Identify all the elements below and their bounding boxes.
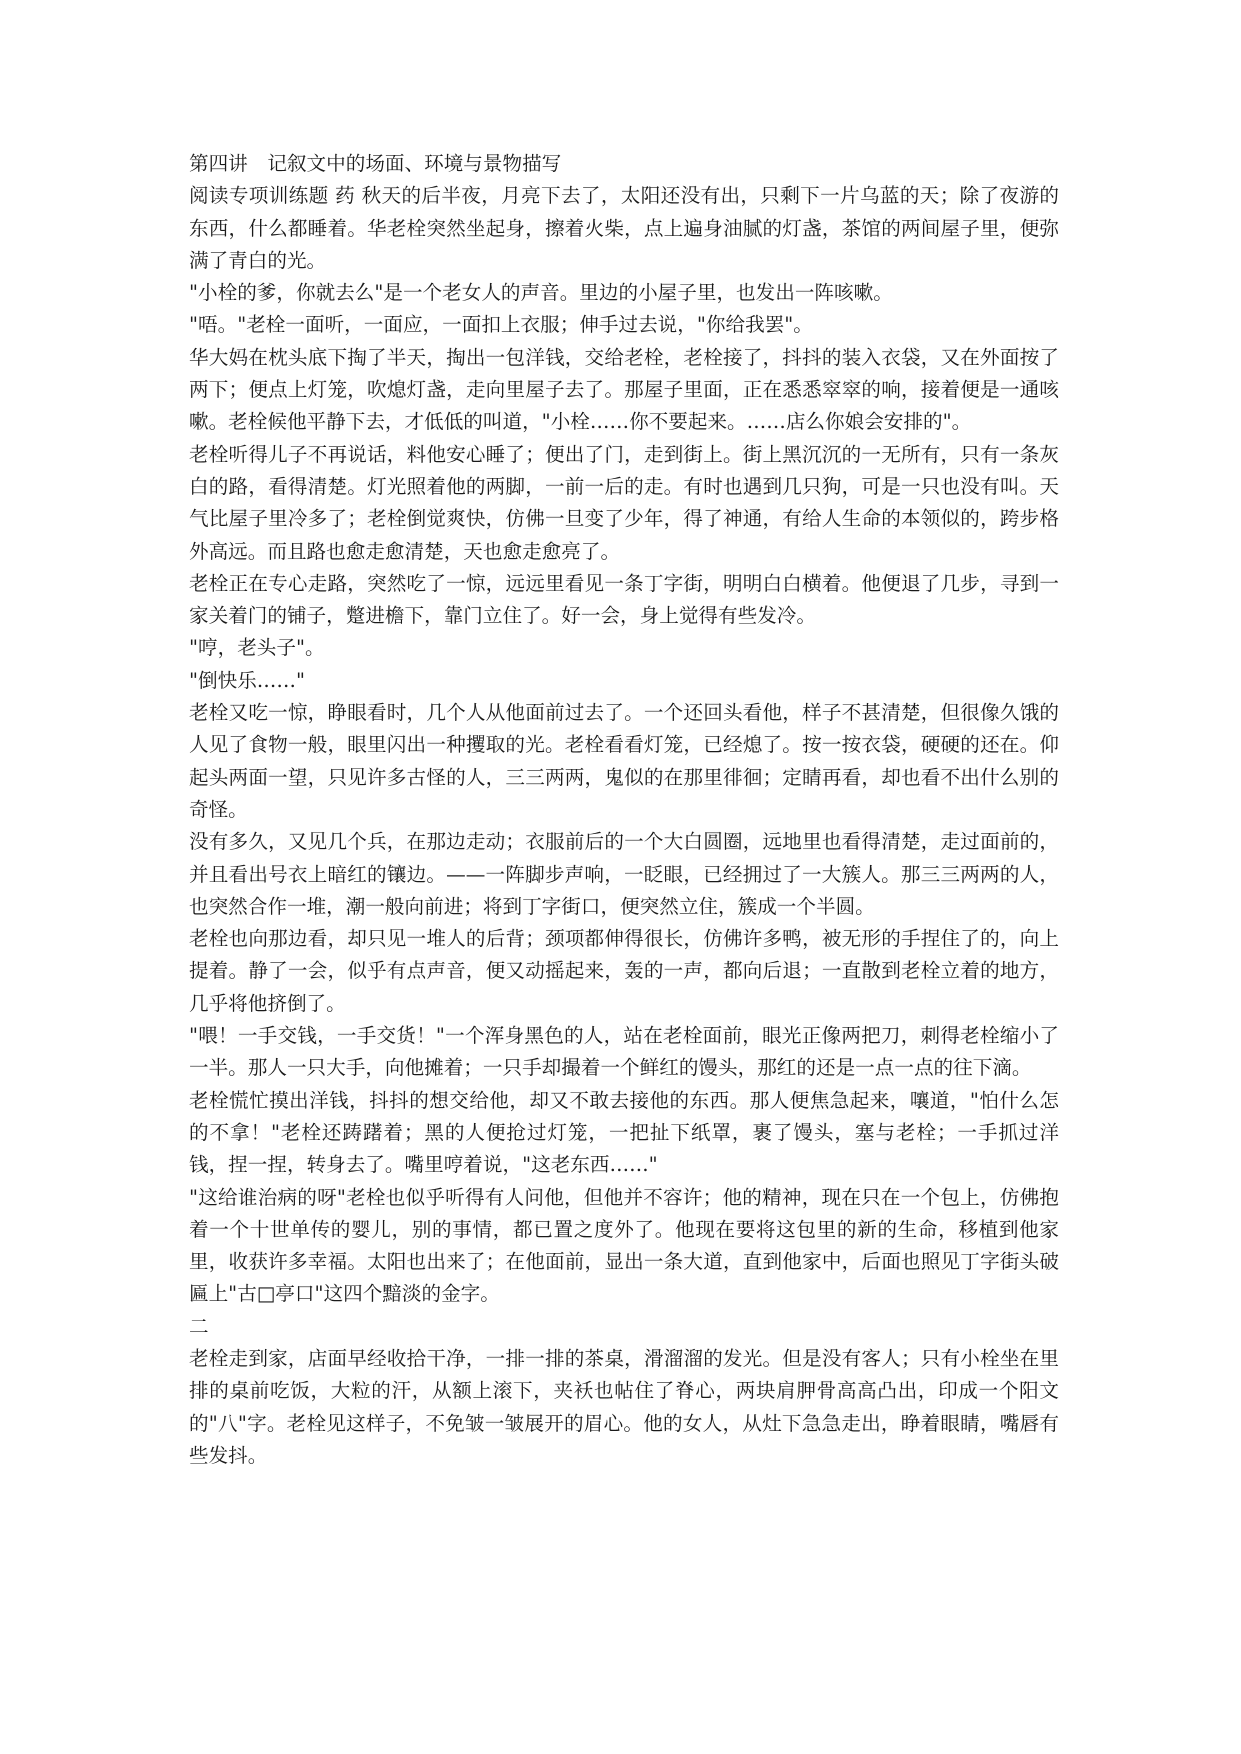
paragraph: "喂！一手交钱，一手交货！"一个浑身黑色的人，站在老栓面前，眼光正像两把刀，刺得老栓缩小了一半。那人一只大手，向他摊着；一只手却撮着一个鲜红的馒头，那红的还是一点一点的往下滴。 — [189, 1024, 1059, 1080]
document-title: 第四讲 记叙文中的场面、环境与景物描写 — [189, 152, 562, 175]
paragraph: 老栓也向那边看，却只见一堆人的后背；颈项都伸得很长，仿佛许多鸭，被无形的手捏住了的，向上提着。静了一会，似乎有点声音，便又动摇起来，轰的一声，都向后退；一直散到老栓立着的地方，几乎将他挤倒了。 — [189, 927, 1059, 1015]
document-body — [189, 148, 1059, 1472]
paragraph: "倒快乐……" — [189, 668, 305, 692]
paragraph: 华大妈在枕头底下掏了半天，掏出一包洋钱，交给老栓，老栓接了，抖抖的装入衣袋，又在外面按了两下；便点上灯笼，吹熄灯盏，走向里屋子去了。那屋子里面，正在悉悉窣窣的响，接着便是一通咳嗽。老栓候他平静下去，才低低的叫道，"小栓……你不要起来。……店么你娘会安排的"。 — [189, 345, 1059, 434]
paragraph: "小栓的爹，你就去么"是一个老女人的声音。里边的小屋子里，也发出一阵咳嗽。 — [189, 281, 893, 305]
paragraph: 老栓慌忙摸出洋钱，抖抖的想交给他，却又不敢去接他的东西。那人便焦急起来，嚷道，"怕什么怎的不拿！"老栓还踌躇着；黑的人便抢过灯笼，一把扯下纸罩，裹了馒头，塞与老栓；一手抓过洋钱，捏一捏，转身去了。嘴里哼着说，"这老东西……" — [189, 1088, 1059, 1177]
paragraph: 老栓走到家，店面早经收拾干净，一排一排的茶桌，滑溜溜的发光。但是没有客人；只有小栓坐在里排的桌前吃饭，大粒的汗，从额上滚下，夹袄也帖住了脊心，两块肩胛骨高高凸出，印成一个阳文的"八"字。老栓见这样子，不免皱一皱展开的眉心。他的女人，从灶下急急走出，睁着眼睛，嘴唇有些发抖。 — [189, 1346, 1059, 1467]
paragraph: 没有多久，又见几个兵，在那边走动；衣服前后的一个大白圆圈，远地里也看得清楚，走过面前的，并且看出号衣上暗红的镶边。——一阵脚步声响，一眨眼，已经拥过了一大簇人。那三三两两的人，也突然合作一堆，潮一般向前进；将到丁字街口，便突然立住，簇成一个半圆。 — [189, 830, 1059, 918]
paragraph: "这给谁治病的呀"老栓也似乎听得有人问他，但他并不容许；他的精神，现在只在一个包上，仿佛抱着一个十世单传的婴儿，别的事情，都已置之度外了。他现在要将这包里的新的生命，移植到他家里，收获许多幸福。太阳也出来了；在他面前，显出一条大道，直到他家中，后面也照见丁字街头破匾上"古□亭口"这四个黯淡的金字。 — [189, 1185, 1059, 1306]
paragraph: 老栓正在专心走路，突然吃了一惊，远远里看见一条丁字街，明明白白横着。他便退了几步，寻到一家关着门的铺子，蹩进檐下，靠门立住了。好一会，身上觉得有些发冷。 — [189, 571, 1059, 628]
paragraph: 老栓又吃一惊，睁眼看时，几个人从他面前过去了。一个还回头看他，样子不甚清楚，但很像久饿的人见了食物一般，眼里闪出一种攫取的光。老栓看看灯笼，已经熄了。按一按衣袋，硬硬的还在。仰起头两面一望，只见许多古怪的人，三三两两，鬼似的在那里徘徊；定睛再看，却也看不出什么别的奇怪。 — [189, 701, 1059, 821]
paragraph: 阅读专项训练题 药 秋天的后半夜，月亮下去了，太阳还没有出，只剩下一片乌蓝的天；除了夜游的东西，什么都睡着。华老栓突然坐起身，擦着火柴，点上遍身油腻的灯盏，茶馆的两间屋子里，便弥满了青白的光。 — [189, 184, 1059, 272]
section-number: 二 — [189, 1314, 209, 1338]
paragraph: 老栓听得儿子不再说话，料他安心睡了；便出了门，走到街上。街上黑沉沉的一无所有，只有一条灰白的路，看得清楚。灯光照着他的两脚，一前一后的走。有时也遇到几只狗，可是一只也没有叫。天气比屋子里冷多了；老栓倒觉爽快，仿佛一旦变了少年，得了神通，有给人生命的本领似的，跨步格外高远。而且路也愈走愈清楚，天也愈走愈亮了。 — [189, 442, 1059, 563]
paragraph: "哼，老头子"。 — [189, 636, 325, 660]
paragraph: "唔。"老栓一面听，一面应，一面扣上衣服；伸手过去说，"你给我罢"。 — [189, 313, 813, 337]
